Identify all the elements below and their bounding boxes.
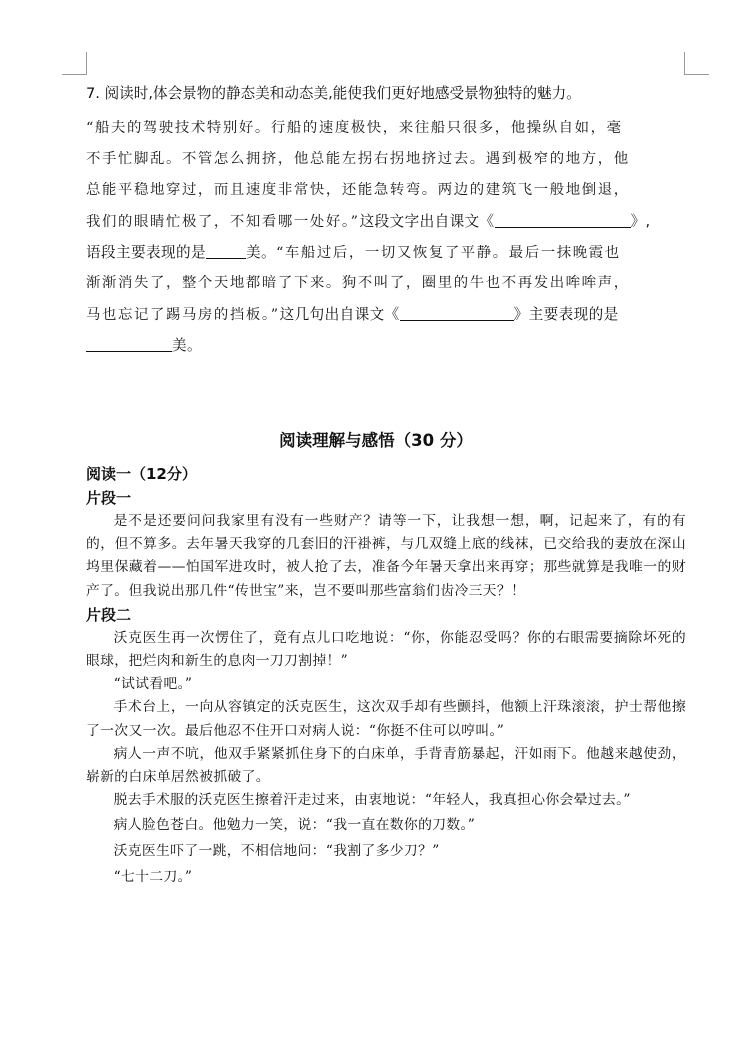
reading-1-title: 阅读一（12分） <box>86 465 197 483</box>
fragment-2-paragraph: 手术台上，一向从容镇定的沃克医生，这次双手却有些颤抖，他额上汗珠滚滚，护士帮他擦了一次又一次。最后他忍不住开口对病人说：“你挺不住可以哼叫。” <box>86 699 686 739</box>
fragment-2-paragraph: 沃克医生吓了一跳，不相信地问：“我割了多少刀？” <box>113 843 440 860</box>
underlined-sentence: “七十二刀。” <box>114 864 199 890</box>
quoted-passage: 不手忙脚乱。不管怎么拥挤，他总能左拐右拐地挤过去。遇到极窄的地方，他 <box>86 151 630 167</box>
answer-blank[interactable] <box>86 337 172 352</box>
question-text: 这几句出自课文《 <box>279 306 400 323</box>
question-text: 语段主要表现的是 <box>86 244 206 261</box>
question-text: 美。 <box>172 337 202 354</box>
fragment-1-text: 是不是还要问问我家里有没有一些财产？请等一下，让我想一想，啊，记起来了，有的有的，但不算多。去年暑天我穿的几套旧的汗褂裤，与几双缝上底的线袜，已交给我的妻放在深山坞里保藏着——怕国军进攻时，被人抢了去，准备今年暑天拿出来再穿；那些就算是我唯一的财产了。但我说出那几件“传世宝”来，岂不要叫那些富翁们齿冷三天？！ <box>86 513 686 599</box>
question-text: 美。 <box>245 244 276 261</box>
reading-section <box>86 462 686 890</box>
quoted-passage: 马也忘记了踢马房的挡板。” <box>86 307 280 323</box>
answer-blank[interactable] <box>400 306 514 321</box>
question-7-line <box>86 144 686 175</box>
question-7-body <box>86 113 686 361</box>
question-7-line <box>86 299 686 330</box>
fragment-2-paragraph: 沃克医生再一次愣住了，竟有点儿口吃地说：“你，你能忍受吗？你的右眼需要摘除坏死的眼球，把烂肉和新生的息肉一刀刀割掉！” <box>86 629 686 670</box>
question-7-line <box>86 113 686 144</box>
corner-mark-top-right <box>684 52 709 75</box>
quoted-passage: “船夫的驾驶技术特别好。行船的速度极快，来往船只很多，他操纵自如，毫 <box>86 120 623 136</box>
question-text: 这段文字出自课文《 <box>359 213 495 230</box>
fragment-2-title: 片段二 <box>86 605 132 624</box>
question-7-line <box>86 330 686 361</box>
question-7-line <box>86 206 686 237</box>
question-text: 》, <box>630 213 651 230</box>
answer-blank[interactable] <box>206 244 246 259</box>
question-7 <box>86 84 686 361</box>
fragment-2-paragraph: 脱去手术服的沃克医生擦着汗走过来，由衷地说：“年轻人，我真担心你会晕过去。” <box>113 792 631 809</box>
quoted-passage: 总能平稳地穿过，而且速度非常快，还能急转弯。两边的建筑飞一般地倒退， <box>86 182 630 198</box>
underlined-sentence: 病人脸色苍白。他勉力一笑，说：“我一直在数你的刀数。” <box>114 812 482 838</box>
fragment-2-paragraph <box>86 864 686 890</box>
fragment-2-paragraph: 病人一声不吭，他双手紧紧抓住身下的白床单，手背青筋暴起，汗如雨下。他越来越使劲，崭新的白床单居然被抓破了。 <box>86 745 686 786</box>
corner-mark-top-left <box>62 52 87 75</box>
fragment-2-paragraph <box>86 812 686 838</box>
fragment-2-paragraph: “试试看吧。” <box>113 676 193 693</box>
quoted-passage: 我们的眼睛忙极了，不知看哪一处好。” <box>86 214 360 230</box>
quoted-passage: 渐渐消失了，整个天地都暗了下来。狗不叫了，圈里的牛也不再发出哞哞声， <box>86 275 630 291</box>
question-7-prompt: 7. 阅读时,体会景物的静态美和动态美,能使我们更好地感受景物独特的魅力。 <box>86 85 581 102</box>
quoted-passage: “车船过后，一切又恢复了平静。最后一抹晚霞也 <box>275 245 621 261</box>
question-7-line <box>86 175 686 206</box>
fragment-1-title: 片段一 <box>86 489 132 507</box>
question-text: 》主要表现的是 <box>513 306 619 323</box>
answer-blank[interactable] <box>495 213 631 228</box>
fragment-2-underlined-lines <box>86 812 686 890</box>
question-7-line <box>86 268 686 299</box>
section-title: 阅读理解与感悟（30 分） <box>279 431 473 450</box>
question-7-line <box>86 237 686 268</box>
